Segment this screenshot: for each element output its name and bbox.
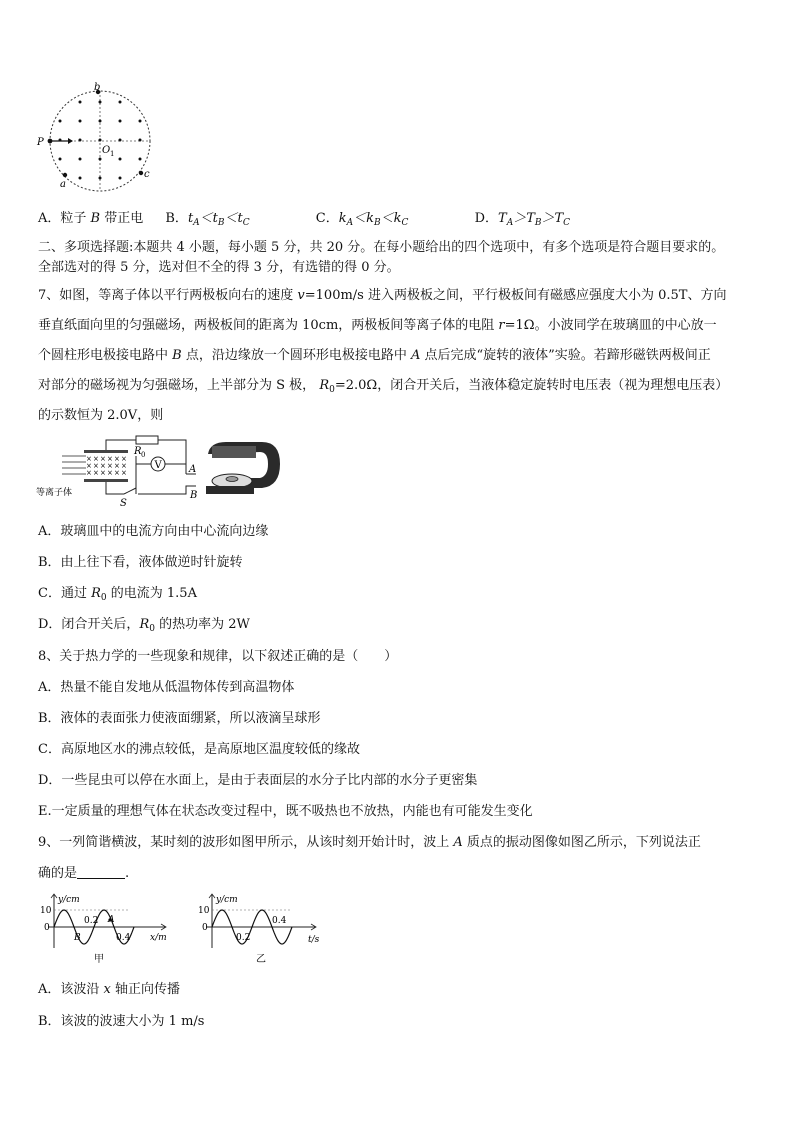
field-x-mark: × [86, 455, 92, 463]
jia-label-A: A [108, 915, 115, 925]
field-dot [99, 158, 102, 161]
field-x-mark: × [93, 469, 99, 477]
q7-stem-line5: 的示数恒为 2.0V，则 [38, 408, 164, 423]
q7-stem-line2: 垂直纸面向里的匀强磁场，两极板间的距离为 10cm，两极板间等离子体的电阻 r=1Ω。小波同学在玻璃皿的中心放一 [38, 318, 717, 333]
q9-option-a[interactable]: A．该波沿 x 轴正向传播 [38, 982, 181, 997]
q8-stem: 8、关于热力学的一些现象和规律，以下叙述正确的是（ ） [38, 649, 398, 664]
resistor-r0 [136, 436, 158, 444]
field-x-mark: × [121, 455, 127, 463]
vibration-graph-yi [196, 890, 336, 968]
q9-stem-line1: 9、一列简谐横波，某时刻的波形如图甲所示，从该时刻开始计时，波上 A 质点的振动图像如图乙所示，下列说法正 [38, 835, 701, 850]
label-S: S [120, 498, 127, 509]
q6-option-b-expr: $t_A<t_B<t_C$ [187, 211, 250, 228]
field-x-mark: × [121, 462, 127, 470]
q6-option-d[interactable]: D．$T_A>T_B>T_C$ [474, 211, 571, 228]
label-P: P [37, 137, 44, 148]
field-x-mark: × [86, 462, 92, 470]
point-a [63, 173, 67, 177]
label-B: B [190, 490, 198, 501]
jia-y0: 0 [44, 923, 50, 933]
field-x-mark: × [114, 469, 120, 477]
q7-stem-line3: 个圆柱形电极接电路中 B 点，沿边缘放一个圆环形电极接电路中 A 点后完成“旋转的液体”实验。若蹄形磁铁两极间正 [38, 348, 711, 363]
answer-blank[interactable] [77, 866, 125, 879]
yi-y0: 0 [202, 923, 208, 933]
q8-option-c[interactable]: C．高原地区水的沸点较低，是高原地区温度较低的缘故 [38, 742, 360, 757]
magnet-bottom-pole [206, 486, 254, 494]
wire-to-B [138, 486, 196, 494]
wire-top-left [106, 440, 136, 450]
field-dot [119, 139, 122, 142]
field-x-marks [86, 455, 127, 477]
field-x-mark: × [93, 455, 99, 463]
jia-xlabel: x/m [150, 933, 167, 943]
field-dot [79, 120, 82, 123]
q7-stem-line1: 7、如图，等离子体以平行两极板向右的速度 v=100m/s 进入两极板之间，平行极板间有磁感应强度大小为 0.5T、方向 [38, 288, 727, 303]
q7-option-d[interactable]: D．闭合开关后，$R_0$ 的热功率为 2W [38, 617, 250, 634]
yi-caption: 乙 [256, 954, 266, 965]
label-R0: R [134, 446, 142, 457]
label-plasma: 等离子体 [36, 488, 73, 498]
rotating-liquid-circuit-figure [36, 434, 286, 510]
q6-options [38, 207, 570, 228]
field-dot [119, 158, 122, 161]
field-x-mark: × [107, 462, 113, 470]
field-dot [99, 120, 102, 123]
field-dot [99, 139, 102, 142]
jia-caption: 甲 [94, 954, 104, 965]
field-dot [99, 101, 102, 104]
field-dot [99, 177, 102, 180]
magnet-top-pole [212, 446, 256, 458]
point-c [139, 171, 143, 175]
jia-label-B: B [74, 933, 81, 943]
field-x-mark: × [100, 469, 106, 477]
field-dot [119, 177, 122, 180]
q8-option-a[interactable]: A．热量不能自发地从低温物体传到高温物体 [38, 680, 295, 695]
voltmeter-label: V [154, 460, 162, 471]
q9-stem-line2: 确的是 . [38, 866, 130, 881]
q6-option-d-expr: $T_A>T_B>T_C$ [498, 211, 571, 228]
field-dot [119, 101, 122, 104]
q6-option-a[interactable]: A．粒子 B 带正电 [38, 211, 144, 226]
field-x-mark: × [107, 455, 113, 463]
q7-option-b[interactable]: B．由上往下看，液体做逆时针旋转 [38, 555, 243, 570]
field-x-mark: × [86, 469, 92, 477]
field-x-mark: × [100, 462, 106, 470]
label-O1-sub: 1 [110, 150, 115, 158]
q7-stem-line4: 对部分的磁场视为匀强磁场，上半部分为 S 极， $R_0=2.0\Omega$，闭合开关后，当液体稳定旋转时电压表（视为理想电压表） [38, 378, 729, 395]
label-a: a [60, 179, 66, 190]
field-x-mark: × [107, 469, 113, 477]
q7-option-a[interactable]: A．玻璃皿中的电流方向由中心流向边缘 [38, 524, 269, 539]
field-x-mark: × [93, 462, 99, 470]
q6-option-c[interactable]: C．$k_A<k_B<k_C$ [315, 211, 409, 228]
wire-bottom-left [106, 482, 124, 494]
label-O1: O [102, 145, 111, 156]
yi-y10: 10 [198, 906, 210, 916]
switch-s[interactable] [124, 488, 136, 494]
q6-option-b[interactable]: B．$t_A<t_B<t_C$ [165, 211, 250, 228]
field-x-mark: × [114, 455, 120, 463]
upper-plate [84, 450, 128, 453]
field-dot [139, 158, 142, 161]
field-x-mark: × [121, 469, 127, 477]
field-x-mark: × [100, 455, 106, 463]
field-x-mark: × [114, 462, 120, 470]
yi-x02: 0.2 [236, 933, 251, 943]
center-electrode [226, 477, 238, 482]
jia-ylabel: y/cm [58, 895, 80, 905]
q8-option-d[interactable]: D．一些昆虫可以停在水面上，是由于表面层的水分子比内部的水分子更密集 [38, 773, 478, 788]
q6-option-c-expr: $k_A<k_B<k_C$ [338, 211, 409, 228]
field-dot [79, 158, 82, 161]
lower-plate [84, 479, 128, 482]
yi-xlabel: t/s [308, 935, 320, 945]
yi-x04: 0.4 [272, 916, 287, 926]
section2-line1: 二、多项选择题:本题共 4 小题，每小题 5 分，共 20 分。在每小题给出的四个选项中，有多个选项是符合题目要求的。 [38, 240, 725, 255]
label-A: A [189, 464, 197, 475]
arrow-head [68, 138, 73, 144]
field-dot [79, 101, 82, 104]
jia-x04: 0.4 [116, 933, 131, 943]
plasma-arrows [62, 456, 86, 474]
label-c: c [144, 169, 150, 180]
field-dot [59, 120, 62, 123]
field-dot [79, 139, 82, 142]
section2-line2: 全部选对的得 5 分，选对但不全的得 3 分，有选错的得 0 分。 [38, 260, 400, 275]
q8-option-e[interactable]: E.一定质量的理想气体在状态改变过程中，既不吸热也不放热，内能也有可能发生变化 [38, 804, 533, 819]
q9-option-b[interactable]: B．该波的波速大小为 1 m/s [38, 1014, 205, 1029]
field-dot [119, 120, 122, 123]
field-dot [139, 120, 142, 123]
jia-x02: 0.2 [84, 916, 99, 926]
label-b: b [94, 82, 101, 93]
field-dot [79, 177, 82, 180]
yi-ylabel: y/cm [216, 895, 238, 905]
field-dot [139, 139, 142, 142]
field-dot [59, 158, 62, 161]
label-R0-sub: 0 [141, 451, 146, 459]
magnetic-field-circle-figure [36, 82, 156, 192]
jia-y10: 10 [40, 906, 52, 916]
wave-graph-jia [38, 890, 178, 968]
q8-option-b[interactable]: B．液体的表面张力使液面绷紧，所以液滴呈球形 [38, 711, 321, 726]
q7-option-c[interactable]: C．通过 $R_0$ 的电流为 1.5A [38, 586, 197, 603]
